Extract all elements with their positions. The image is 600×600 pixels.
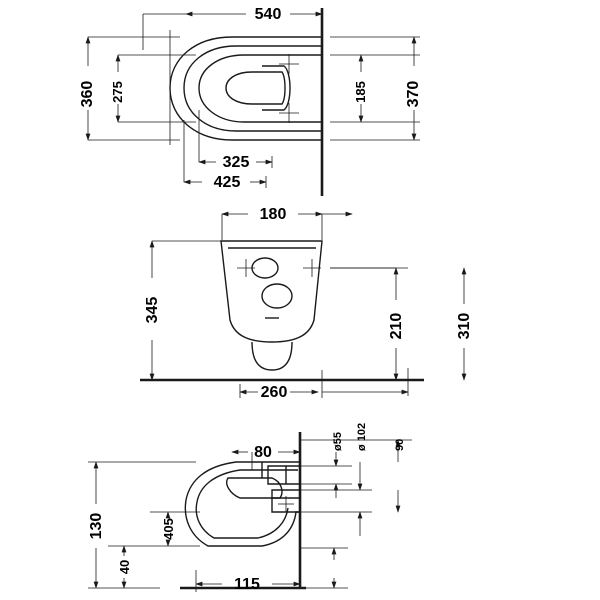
front-view-group	[140, 206, 473, 401]
dim-185-text: 185	[353, 81, 368, 103]
dim-210-text: 210	[388, 312, 405, 340]
dim-360-text: 360	[79, 80, 96, 108]
dim-325-text: 325	[222, 154, 250, 171]
dim-540-text: 540	[254, 6, 282, 23]
top-view-group	[79, 6, 422, 196]
bowl-rim-outline	[199, 55, 322, 122]
dim-405-text: 115	[234, 576, 260, 593]
seat-inner-outline	[184, 46, 322, 131]
fixing-hole-upper	[252, 258, 278, 278]
side-view-group	[88, 423, 412, 593]
dim-90-text: 90	[394, 438, 406, 451]
side-bowl-cavity	[227, 478, 282, 498]
dim-425-text: 425	[213, 174, 241, 191]
dim-102-text: ø 102	[356, 422, 368, 451]
front-bowl-outline	[221, 241, 322, 342]
seat-outline	[170, 37, 322, 140]
outlet-connection-upper	[268, 466, 300, 484]
dim-260-text: 260	[260, 384, 288, 401]
fixing-cross-left	[237, 259, 255, 277]
dim-80-text: 80	[254, 444, 272, 461]
dim-345-text: 345	[144, 296, 161, 324]
dim-40-text: 405	[161, 518, 176, 540]
dim-400-text: 130	[88, 512, 105, 540]
dim-130-text: 40	[117, 559, 132, 575]
dim-180-text: 180	[259, 206, 287, 223]
dim-370-text: 370	[405, 80, 422, 108]
fixing-point-lower	[279, 103, 299, 123]
dim-275-text: 275	[110, 81, 125, 103]
bowl-opening	[226, 72, 285, 104]
dim-55-text: ø55	[332, 432, 344, 451]
dim-310-text: 310	[456, 312, 473, 340]
fixing-point-upper	[279, 54, 299, 74]
fixing-hole-lower	[262, 284, 292, 308]
front-outlet-shroud	[252, 342, 292, 370]
